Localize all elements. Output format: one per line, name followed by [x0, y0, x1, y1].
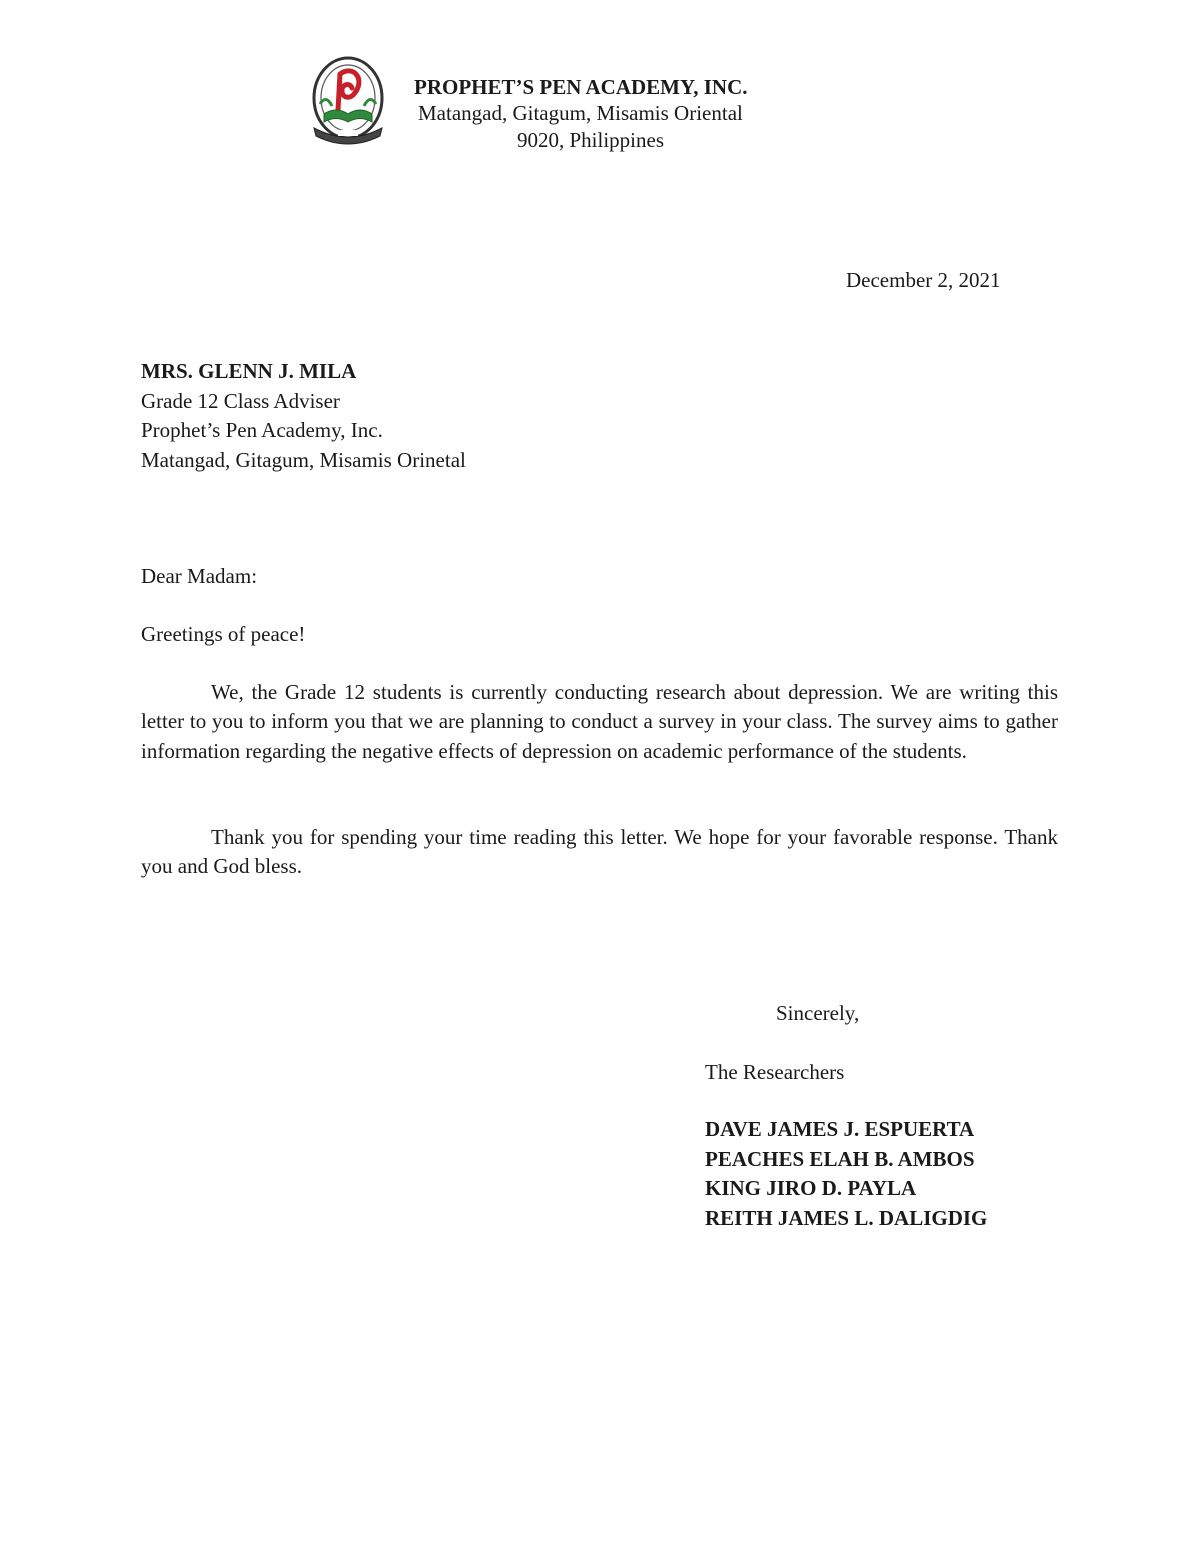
- signatory-label: The Researchers: [705, 1060, 845, 1084]
- school-address-line: 9020, Philippines: [517, 128, 665, 152]
- signatory-name: DAVE JAMES J. ESPUERTA: [705, 1117, 975, 1141]
- signatory-name: KING JIRO D. PAYLA: [705, 1176, 917, 1201]
- school-address-line: Matangad, Gitagum, Misamis Oriental: [418, 101, 743, 125]
- recipient-block: [141, 357, 466, 475]
- school-name: PROPHET’S PEN ACADEMY, INC.: [414, 75, 748, 99]
- body-paragraph: Thank you for spending your time reading this letter. We hope for your favorable response. Thank you and God bless.: [141, 825, 1058, 879]
- signatory-name: REITH JAMES L. DALIGDIG: [705, 1206, 988, 1231]
- recipient-address: Matangad, Gitagum, Misamis Orinetal: [141, 447, 466, 472]
- recipient-name: MRS. GLENN J. MILA: [141, 359, 357, 383]
- body-paragraph: We, the Grade 12 students is currently conducting research about depression. We are writing this letter to you to inform you that we are planning to conduct a survey in your class. The survey aims to gather information regarding the negative effects of depression on academic performance of the students.: [141, 680, 1058, 763]
- recipient-title: Grade 12 Class Adviser: [141, 388, 340, 413]
- school-seal-logo-icon: [310, 54, 386, 152]
- signatory-name: PEACHES ELAH B. AMBOS: [705, 1146, 975, 1171]
- salutation: Dear Madam:: [141, 564, 258, 588]
- recipient-institution: Prophet’s Pen Academy, Inc.: [141, 418, 383, 442]
- letter-date: December 2, 2021: [846, 268, 1001, 292]
- greeting: Greetings of peace!: [141, 622, 306, 646]
- closing: Sincerely,: [776, 1001, 860, 1025]
- signatory-list: [705, 1115, 987, 1234]
